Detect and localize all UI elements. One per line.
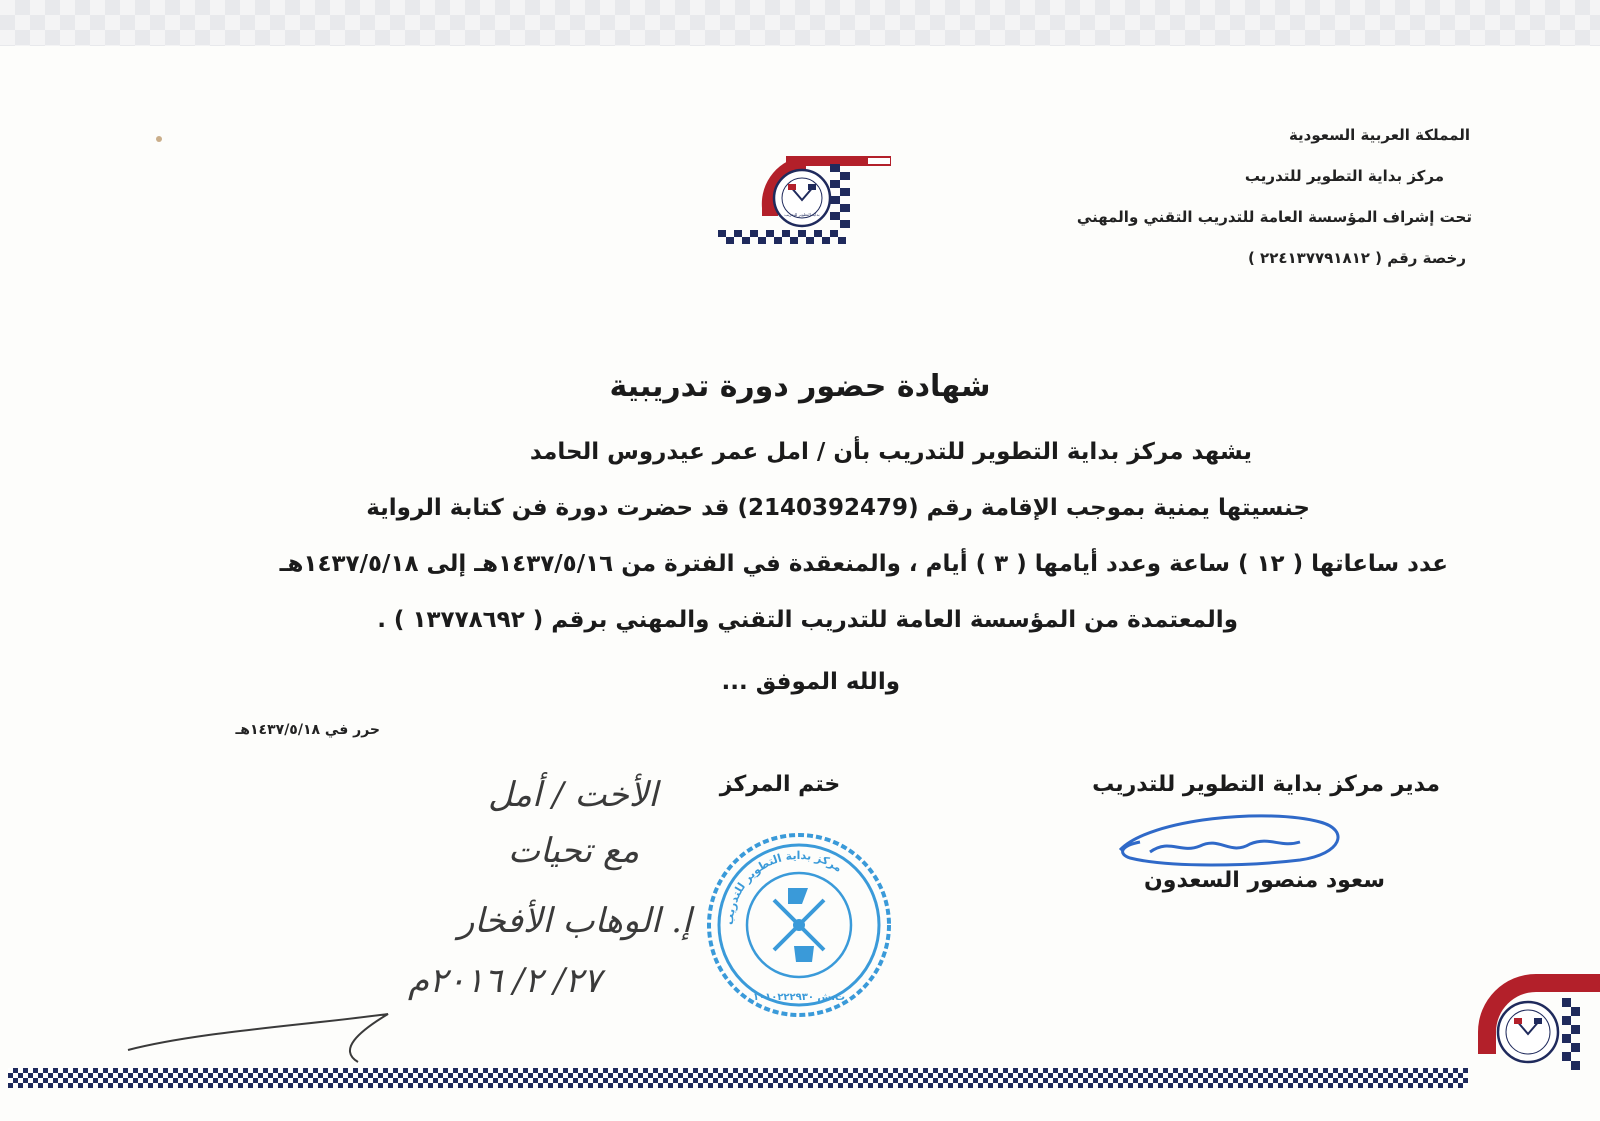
speck — [156, 136, 162, 142]
logo-caption: بداية التطوير للتدريب — [784, 212, 820, 217]
body-line-accreditation: والمعتمدة من المؤسسة العامة للتدريب التقني والمهني برقم ( ١٣٧٧٨٦٩٢ ) . — [377, 607, 1238, 633]
header-center-name: مركز بداية التطوير للتدريب — [1244, 167, 1444, 185]
header-supervision: تحت إشراف المؤسسة العامة للتدريب التقني والمهني — [1076, 208, 1472, 226]
stamp-label: ختم المركز — [719, 772, 841, 797]
handwriting-line-2: مع تحيات — [508, 831, 640, 871]
handwritten-note — [118, 770, 692, 1070]
center-logo-icon — [718, 156, 908, 252]
director-name: سعود منصور السعدون — [1144, 868, 1385, 893]
header-license: رخصة رقم ( ٢٢٤١٣٧٧٩١٨١٢ ) — [1247, 249, 1466, 267]
top-checker-band — [0, 0, 1600, 46]
center-stamp-icon — [704, 830, 894, 1020]
issue-date: حرر في ١٤٣٧/٥/١٨هـ — [235, 722, 380, 738]
center-logo-corner-icon — [1466, 974, 1600, 1078]
director-title: مدير مركز بداية التطوير للتدريب — [1092, 772, 1440, 797]
stamp-number-text: ت.ش ١٠١٠٢٢٢٩٣٠ — [752, 992, 846, 1003]
body-line-duration: عدد ساعاتها ( ١٢ ) ساعة وعدد أيامها ( ٣ ) أيام ، والمنعقدة في الفترة من ١٤٣٧/٥/١٦هـ إلى ١٤٣٧/٥/١٨هـ — [279, 551, 1448, 577]
handwriting-line-4: ٢٧/ ٢/ ٢٠١٦م — [408, 961, 602, 1001]
certificate-title: شهادة حضور دورة تدريبية — [609, 369, 991, 404]
issuer-header — [1012, 115, 1472, 279]
header-country: المملكة العربية السعودية — [1288, 126, 1470, 144]
bottom-checker-band — [8, 1068, 1468, 1088]
stamp-ring-text: مركز بداية التطوير للتدريب — [722, 848, 845, 926]
body-line-closing: والله الموفق ... — [721, 669, 900, 695]
handwriting-line-1: الأخت / أمل — [488, 775, 658, 815]
svg-text:مركز بداية التطوير للتدريب — [723, 849, 845, 925]
body-line-course: جنسيتها يمنية بموجب الإقامة رقم (2140392479) قد حضرت دورة فن كتابة الرواية — [366, 495, 1310, 521]
handwriting-line-3: إ. الوهاب الأفخار — [458, 901, 692, 941]
body-line-recipient: يشهد مركز بداية التطوير للتدريب بأن / امل عمر عيدروس الحامد — [529, 439, 1252, 465]
